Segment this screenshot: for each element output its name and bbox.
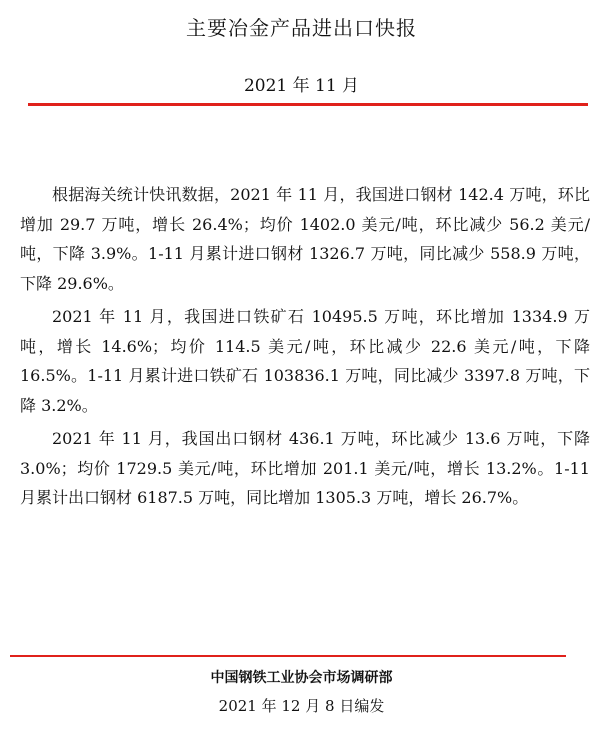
report-body bbox=[20, 180, 590, 517]
report-period: 2021 年 11 月 bbox=[243, 76, 360, 96]
footer-issue-date: 2021 年 12 月 8 日编发 bbox=[218, 697, 385, 715]
header-divider bbox=[28, 103, 588, 106]
page-title: 主要冶金产品进出口快报 bbox=[186, 16, 417, 40]
paragraph-iron-ore-imports: 2021 年 11 月，我国进口铁矿石 10495.5 万吨，环比增加 1334.9 万吨，增长 14.6%；均价 114.5 美元/吨，环比减少 22.6 美元/吨，下降 16.5%。1-11 月累计进口铁矿石 103836.1 万吨，同比减少 3397.8 万吨，下降 3.2%。 bbox=[20, 307, 590, 415]
paragraph-steel-imports: 根据海关统计快讯数据，2021 年 11 月，我国进口钢材 142.4 万吨，环比增加 29.7 万吨，增长 26.4%；均价 1402.0 美元/吨，环比减少 56.2 美元/吨，下降 3.9%。1-11 月累计进口钢材 1326.7 万吨，同比减少 558.9 万吨，下降 29.6%。 bbox=[20, 185, 590, 293]
footer-divider bbox=[10, 655, 566, 657]
paragraph-steel-exports: 2021 年 11 月，我国出口钢材 436.1 万吨，环比减少 13.6 万吨，下降 3.0%；均价 1729.5 美元/吨，环比增加 201.1 美元/吨，增长 13.2%。1-11 月累计出口钢材 6187.5 万吨，同比增加 1305.3 万吨，增长 26.7%。 bbox=[20, 429, 590, 507]
footer-organization: 中国钢铁工业协会市场调研部 bbox=[210, 670, 393, 686]
